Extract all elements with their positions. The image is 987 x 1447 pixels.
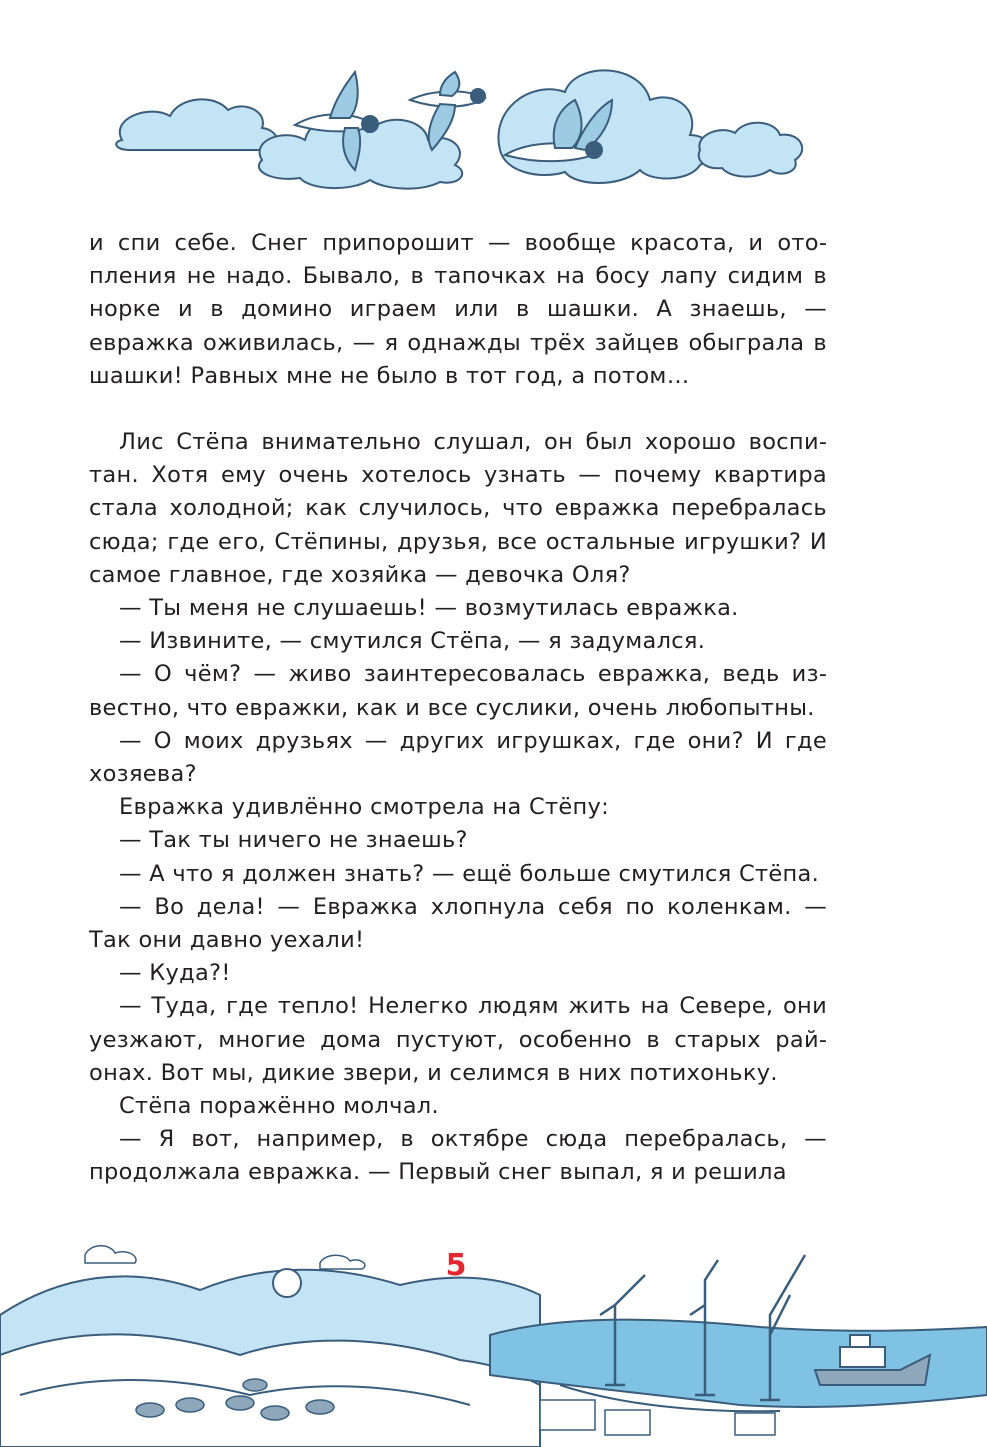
paragraph: — Я вот, например, в октябре сюда перебралась, — продолжала евражка. — Первый снег выпал, я и решила xyxy=(89,1126,827,1186)
paragraph: — О моих друзьях — других игрушках, где они? И где хозяева? xyxy=(89,727,827,788)
tundra-port-illustration xyxy=(0,1235,987,1447)
cloud-right xyxy=(498,70,802,183)
sun xyxy=(273,1269,301,1297)
paragraph: — Куда?! xyxy=(119,960,231,987)
paragraph: — Извините, — смутился Стёпа, — я задумался. xyxy=(119,628,706,655)
paragraph: — Так ты ничего не знаешь? xyxy=(119,827,468,854)
paragraph: — Во дела! — Евражка хлопнула себя по коленкам. — Так они давно уехали! xyxy=(89,893,827,954)
snow-hills xyxy=(0,1270,540,1447)
paragraph: — А что я должен знать? — ещё больше смутился Стёпа. xyxy=(119,860,820,887)
paragraph: Стёпа поражённо молчал. xyxy=(119,1093,439,1120)
paragraph: — Ты меня не слушаешь! — возмутилась евражка. xyxy=(119,595,739,622)
paragraph: — Туда, где тепло! Нелегко людям жить на Севере, они уезжают, многие дома пустуют, особенно в старых районах. Вот мы, дикие звери, и селимся в них потихоньку. xyxy=(89,993,827,1086)
clouds-birds-illustration xyxy=(0,0,987,215)
paragraph: Лис Стёпа внимательно слушал, он был хорошо воспитан. Хотя ему очень хотелось узнать — почему квартира стала холодной; как случилось, что евражка перебралась сюда; где его, Стёпины, друзья, все остальные игрушки? И самое главное, где хозяйка — девочка Оля? xyxy=(89,429,827,588)
paragraph: Евражка удивлённо смотрела на Стёпу: xyxy=(119,794,610,821)
paragraph-continuation: и спи себе. Снег припорошит — вообще красота, и отопления не надо. Бывало, в тапочках на босу лапу сидим в норке и в домино играем или в шашки. А знаешь, — евражка оживилась, — я однажды трёх зайцев обыграла в шашки! Равных мне не было в тот год, а потом… xyxy=(89,230,827,389)
paragraph: — О чём? — живо заинтересовалась евражка, ведь известно, что евражки, как и все суслики, очень любопытны. xyxy=(89,661,827,721)
book-text xyxy=(89,227,827,1190)
small-clouds xyxy=(85,1246,365,1269)
page-number: 5 xyxy=(445,1248,467,1283)
cloud-left xyxy=(116,99,277,150)
